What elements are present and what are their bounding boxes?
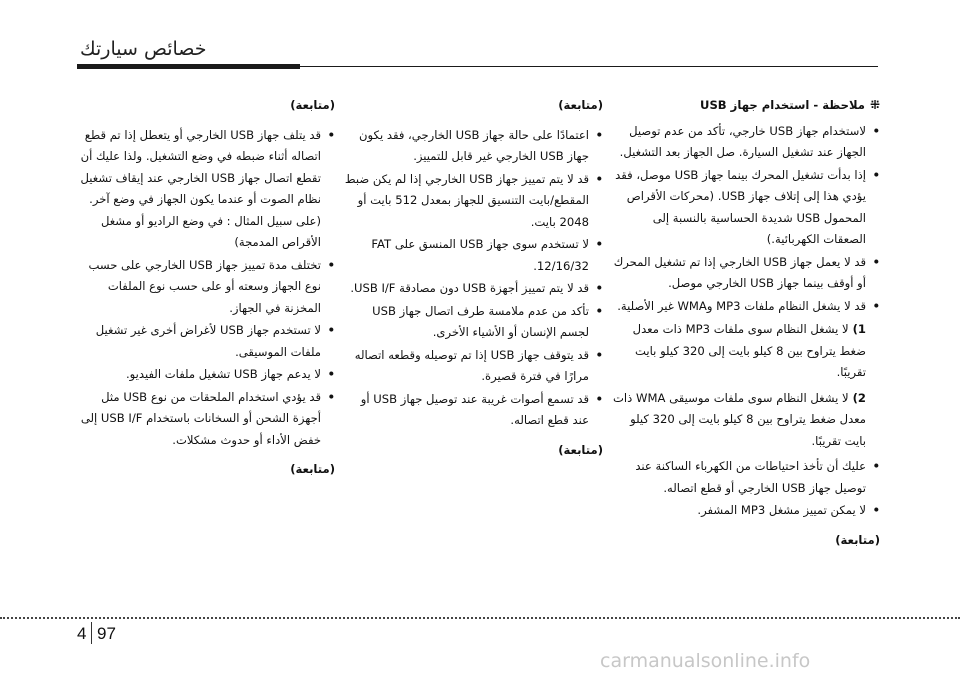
sub-item	[610, 319, 880, 384]
sub-item	[610, 388, 880, 453]
list-item: • لاستخدام جهاز USB خارجي، تأكد من عدم توصيل الجهاز عند تشغيل السيارة. صل الجهاز بعد التشغيل.	[610, 121, 880, 164]
note-heading	[610, 95, 880, 117]
note-icon: ⁜	[869, 98, 880, 112]
sub-item-number: 2)	[852, 390, 866, 405]
page-number: 97	[97, 624, 116, 643]
continued-top-label: (متابعة)	[558, 98, 603, 112]
continued-label: (متابعة)	[835, 532, 880, 547]
sub-item-text: لا يشغل النظام سوى ملفات موسيقى WMA ذات معدل ضغط يتراوح بين 8 كيلو بايت إلى 320 كيلو بايت تقريبًا.	[613, 390, 866, 448]
list-item: • قد يتوقف جهاز USB إذا تم توصيله وقطعه اتصاله مرارًا في فترة قصيرة.	[343, 345, 603, 388]
list-item: • لا يدعم جهاز USB تشغيل ملفات الفيديو.	[77, 364, 335, 386]
list-item: • قد تسمع أصوات غريبة عند توصيل جهاز USB أو عند قطع اتصاله.	[343, 389, 603, 432]
list-item: • لا يمكن تمييز مشغل MP3 المشفر.	[610, 500, 880, 522]
list-item: • عليك أن تأخذ احتياطات من الكهرباء الساكنة عند توصيل جهاز USB الخارجي أو قطع اتصاله.	[610, 456, 880, 499]
list-item: • اعتمادًا على حالة جهاز USB الخارجي، فقد يكون جهاز USB الخارجي غير قابل للتمييز.	[343, 125, 603, 168]
list-item: • لا تستخدم جهاز USB لأغراض أخرى غير تشغيل ملفات الموسيقى.	[77, 320, 335, 363]
list-item: • قد يتلف جهاز USB الخارجي أو يتعطل إذا تم قطع اتصاله أثناء ضبطه في وضع التشغيل. ولذا عليك أن تقطع اتصال جهاز USB الخارجي عند إيقاف تشغيل نظام الصوت أو عندما يكون الجهاز في وضع آخر. (على سبيل المثال : في وضع الراديو أو مشغل الأقراص المدمجة)	[77, 125, 335, 254]
section-number: 4	[77, 624, 87, 643]
list-item: • قد لا يعمل جهاز USB الخارجي إذا تم تشغيل المحرك أو أوقف بينما جهاز USB الخارجي موصل.	[610, 252, 880, 295]
list-item: • قد لا يشغل النظام ملفات MP3 وWMA غير الأصلية.	[610, 296, 880, 318]
note-heading-text: ملاحظة - استخدام جهاز USB	[700, 98, 865, 112]
list-item: • إذا بدأت تشغيل المحرك بينما جهاز USB موصل، فقد يؤدي هذا إلى إتلاف جهاز USB. (محركات الأقراص المحمول USB شديدة الحساسية بالنسبة إلى الصعقات الكهربائية.)	[610, 165, 880, 251]
page-number-divider	[91, 622, 92, 644]
sub-item-text: لا يشغل النظام سوى ملفات MP3 ذات معدل ضغط يتراوح بين 8 كيلو بايت إلى 320 كيلو بايت تقريبًا.	[632, 322, 866, 379]
right-list	[610, 121, 880, 318]
header-rule-thick	[77, 64, 300, 69]
continued-label: (متابعة)	[290, 462, 335, 476]
left-column	[77, 95, 335, 481]
list-item: • تأكد من عدم ملامسة طرف اتصال جهاز USB لجسم الإنسان أو الأشياء الأخرى.	[343, 301, 603, 344]
watermark: carmanualsonline.info	[600, 650, 811, 672]
right-column	[610, 95, 880, 551]
list-item: • قد يؤدي استخدام الملحقات من نوع USB مثل أجهزة الشحن أو السخانات باستخدام USB I/F إلى خفض الأداء أو حدوث مشكلات.	[77, 387, 335, 452]
list-item: • قد لا يتم تمييز أجهزة USB دون مصادقة USB I/F.	[343, 278, 603, 300]
right-list-continued	[610, 456, 880, 522]
list-item: • لا تستخدم سوى جهاز USB المنسق على FAT 12/16/32.	[343, 234, 603, 277]
sub-item-number: 1)	[852, 322, 866, 336]
list-item: • تختلف مدة تمييز جهاز USB الخارجي على حسب نوع الجهاز وسعته أو على حسب نوع الملفات المخزنة في الجهاز.	[77, 255, 335, 320]
continued-label: (متابعة)	[558, 442, 603, 457]
footer-dotted-rule	[0, 617, 960, 619]
page-header-title: خصائص سيارتك	[80, 38, 207, 60]
middle-list	[343, 125, 603, 432]
left-list	[77, 125, 335, 452]
continued-top-label: (متابعة)	[290, 98, 335, 112]
list-item: • قد لا يتم تمييز جهاز USB الخارجي إذا لم يكن ضبط المقطع/بايت التنسيق للجهاز بمعدل 512 بايت أو 2048 بايت.	[343, 169, 603, 234]
header-rule-thin	[300, 66, 878, 67]
middle-column	[343, 95, 603, 461]
